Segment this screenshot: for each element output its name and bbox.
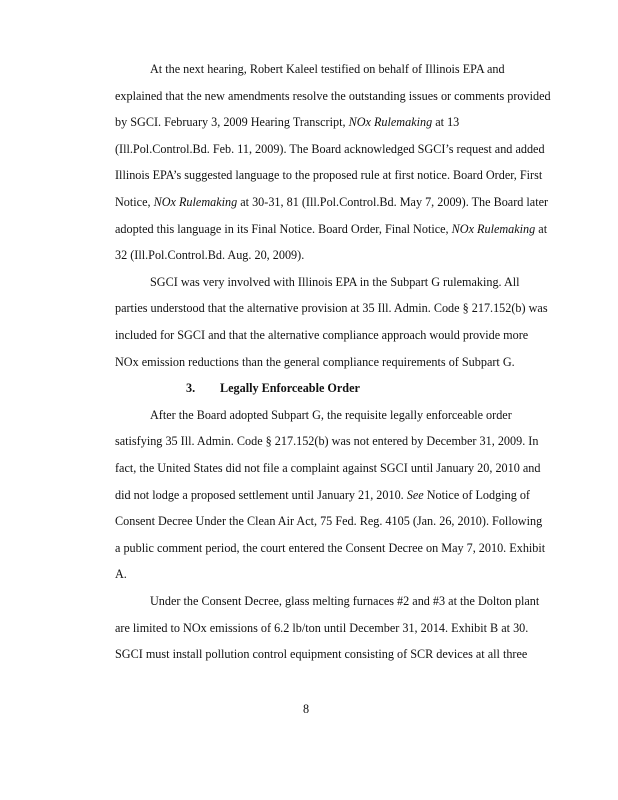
text-line <box>115 222 547 236</box>
text-line: (Ill.Pol.Control.Bd. Feb. 11, 2009). The Board acknowledged SGCI’s request and added <box>115 141 545 156</box>
text-line: Illinois EPA’s suggested language to the proposed rule at first notice. Board Order, First <box>115 168 543 183</box>
text-run: Notice of Lodging of <box>423 487 530 502</box>
text-run: at <box>535 221 548 236</box>
text-line: parties understood that the alternative provision at 35 Ill. Admin. Code § 217.152(b) was <box>115 301 548 316</box>
section-heading <box>186 381 360 395</box>
text-line: Consent Decree Under the Clean Air Act, 75 Fed. Reg. 4105 (Jan. 26, 2010). Following <box>115 514 543 529</box>
text-line: After the Board adopted Subpart G, the requisite legally enforceable order <box>150 407 512 422</box>
text-line: included for SGCI and that the alternative compliance approach would provide more <box>115 328 529 342</box>
text-run: did not lodge a proposed settlement until January 21, 2010. <box>115 487 407 502</box>
italic-citation: NOx Rulemaking <box>451 221 536 236</box>
page-number: 8 <box>303 702 310 716</box>
text-line <box>115 115 459 129</box>
text-line: satisfying 35 Ill. Admin. Code § 217.152(b) was not entered by December 31, 2009. In <box>115 434 539 449</box>
text-line: fact, the United States did not file a complaint against SGCI until January 20, 2010 and <box>115 461 541 475</box>
text-line: A. <box>115 567 127 582</box>
text-line: Under the Consent Decree, glass melting furnaces #2 and #3 at the Dolton plant <box>150 594 540 608</box>
text-line <box>115 488 530 502</box>
text-run: Notice, <box>115 195 154 209</box>
text-run: at 30-31, 81 (Ill.Pol.Control.Bd. May 7, 2009). The Board later <box>237 195 549 209</box>
text-run: adopted this language in its Final Notice. Board Order, Final Notice, <box>115 221 452 236</box>
text-line: are limited to NOx emissions of 6.2 lb/ton until December 31, 2014. Exhibit B at 30. <box>115 620 529 635</box>
italic-citation: NOx Rulemaking <box>153 195 238 209</box>
text-line: NOx emission reductions than the general compliance requirements of Subpart G. <box>115 354 515 369</box>
text-line: SGCI must install pollution control equipment consisting of SCR devices at all three <box>115 647 528 662</box>
italic-citation: NOx Rulemaking <box>348 115 433 130</box>
text-line: a public comment period, the court entered the Consent Decree on May 7, 2010. Exhibit <box>115 540 546 555</box>
text-line <box>115 195 548 209</box>
text-line: 32 (Ill.Pol.Control.Bd. Aug. 20, 2009). <box>115 248 305 263</box>
text-run: at 13 <box>432 115 460 130</box>
italic-citation: See <box>406 487 424 502</box>
text-run: by SGCI. February 3, 2009 Hearing Transcript, <box>115 115 349 130</box>
text-line: SGCI was very involved with Illinois EPA in the Subpart G rulemaking. All <box>150 274 520 289</box>
text-line: At the next hearing, Robert Kaleel testified on behalf of Illinois EPA and <box>150 62 505 76</box>
text-line: explained that the new amendments resolve the outstanding issues or comments provided <box>115 88 551 103</box>
section-number: 3. <box>186 381 196 396</box>
section-title: Legally Enforceable Order <box>220 381 360 396</box>
